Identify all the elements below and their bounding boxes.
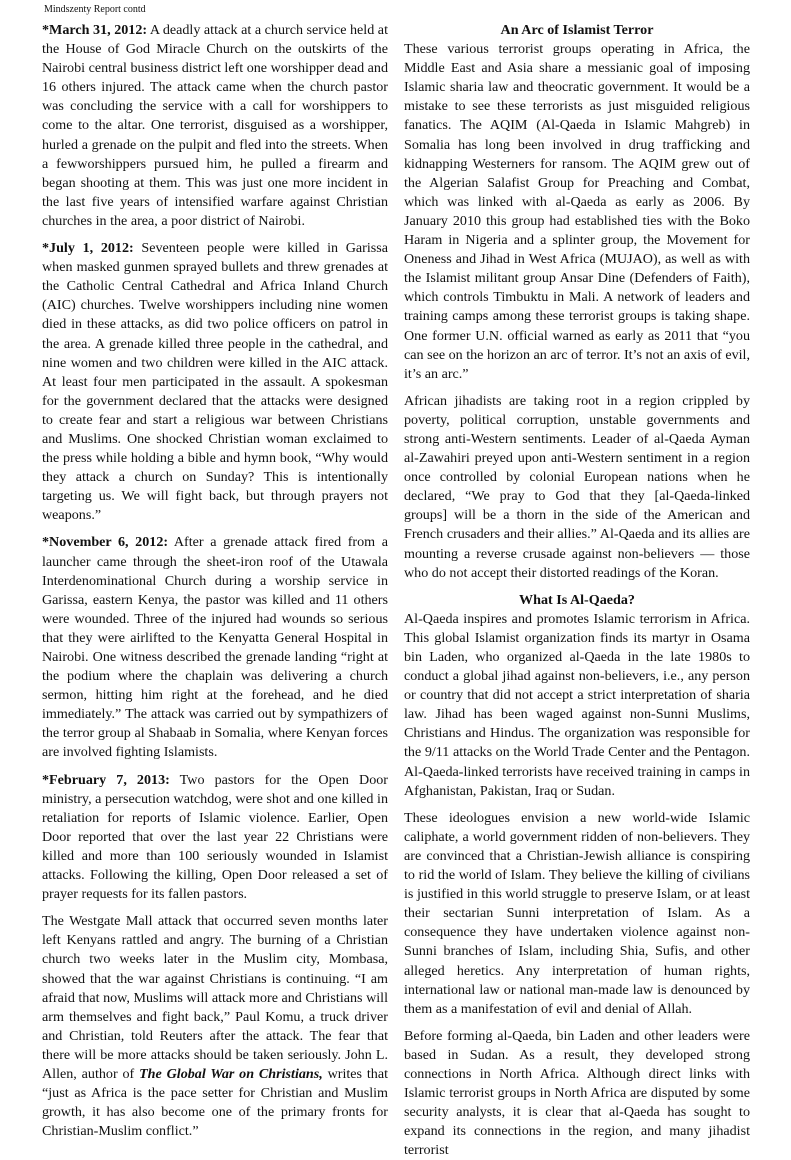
paragraph: These ideologues envision a new world-wide Islamic caliphate, a world government ridden of non-believers. They are convinced that a Christian-Jewish alliance is conspiring to rid the world of Islam. They believe the killing of civilians is justified in this world struggle to preserve Islam, or at least their sectarian Sunni interpretation of Islam. As a consequence they have undertaken violence against non-Sunni branches of Islam, including Shia, Sufis, and other alleged heretics. Any interpretation of human rights, international law or national man-made law is denounced by them as a manifestation of evil and denial of Allah.: [404, 809, 750, 1017]
paragraph-text: writes that “just as Africa is the pace setter for Christian and Muslim growth, it has also become one of the primary fronts for Christian-Muslim conflict.”: [42, 1065, 388, 1140]
entry-july-2012: [42, 239, 388, 525]
westgate-paragraph: [42, 912, 388, 1141]
paragraph: These various terrorist groups operating in Africa, the Middle East and Asia share a messianic goal of imposing Islamic sharia law and theocratic government. It would be a mistake to see these terrorists as just misguided religious fanatics. The AQIM (Al-Qaeda in Islamic Mahgreb) in Somalia has long been involved in drug trafficking and kidnapping Westerners for ransom. The AQIM grew out of the Algerian Salafist Group for Preaching and Combat, which was linked with al-Qaeda as early as 2006. By January 2010 this group had established ties with the Boko Haram in Nigeria and a splinter group, the Movement for Oneness and Jihad in West Africa (MUJAO), as well as with the Islamist militant group Ansar Dine (Defenders of Faith), which controls Timbuktu in Mali. A network of leaders and training camps among these terrorist groups is taking shape. One former U.N. official warned as early as 2011 that “you can see on the horizon an arc of terror. It’s not an axis of evil, it’s an arc.”: [404, 41, 750, 382]
paragraph: African jihadists are taking root in a region crippled by poverty, political corruption, unstable governments and strong anti-Western sentiments. Leader of al-Qaeda Ayman al-Zawahiri preyed upon anti-Western sentiment in a region once controlled by colonial European nations when he declared, “We pray to God that they [al-Qaeda-linked groups] will be a thorn in the side of the American and French crusaders and their allies.” Al-Qaeda and its allies are mounting a reverse crusade against non-believers — those who do not accept their distorted readings of the Koran.: [404, 392, 750, 581]
running-head: Mindszenty Report contd: [44, 4, 146, 15]
entry-february-2013: [42, 771, 388, 905]
entry-date: *February 7, 2013:: [42, 771, 170, 788]
entry-date: *November 6, 2012:: [42, 534, 169, 551]
entry-text: Seventeen people were killed in Garissa when masked gunmen sprayed bullets and threw grenades at the Catholic Central Cathedral and Africa Inland Church (AIC) churches. Twelve worshippers including nine women died in these attacks, as did two police officers on patrol in the area. A grenade killed three people in the cathedral, and nine women and two children were killed in the AIC attack. At least four men participated in the assault. A spokesman for the government declared that the attacks were designed to create fear and start a religious war between Christians and Muslims. One shocked Christian woman exclaimed to the press while holding a bible and hymn book, “Why would they attack a church on Sunday? This is intentionally targeting us. We will fight back, but through prayers not weapons.”: [42, 240, 388, 524]
right-column: [404, 21, 750, 1160]
entry-november-2012: [42, 533, 388, 762]
entry-text: A deadly attack at a church service held at the House of God Miracle Church on the outskirts of the Nairobi central business district left one worshipper dead and 16 others injured. The attack came when the church pastor was concluding the service with a call for worshippers to come to the altar. One terrorist, disguised as a worshipper, hurled a grenade on the pulpit and fled into the streets. When a fewworshippers pursued him, he pulled a firearm and began shooting at them. This was just one more incident in the last five years of intensified warfare against Christian churches in the area, a poor district of Nairobi.: [42, 22, 388, 229]
entry-date: *March 31, 2012:: [42, 22, 148, 38]
book-title: The Global War on Christians,: [139, 1065, 323, 1082]
entry-text: Two pastors for the Open Door ministry, a persecution watchdog, were shot and one killed in retaliation for reports of Islamic violence. Earlier, Open Door reported that over the last year 22 Christians were killed and more than 100 seriously wounded in Islamist attacks. Following the killing, Open Door released a set of prayer requests for its fallen pastors.: [42, 771, 388, 903]
section-heading-al-qaeda: What Is Al-Qaeda?: [519, 591, 635, 608]
entry-date: *July 1, 2012:: [42, 240, 134, 257]
paragraph-text: The Westgate Mall attack that occurred seven months later left Kenyans rattled and angry. The burning of a Christian church two weeks later in the Muslim city, Mombasa, showed that the war against Christians is continuing. “I am afraid that now, Muslims will attack more and Christians will arm themselves and fight back,” Paul Komu, a truck driver and Christian, told Reuters after the attack. The fear that there will be more attacks should be taken seriously. John L. Allen, author of: [42, 913, 388, 1082]
section-heading-arc: An Arc of Islamist Terror: [500, 22, 654, 38]
left-column: [42, 21, 388, 1141]
entry-march-2012: [42, 21, 388, 231]
entry-text: After a grenade attack fired from a launcher came through the sheet-iron roof of the Utawala Interdenominational Church during a worship service in Garissa, eastern Kenya, the pastor was killed and 11 others were wounded. Three of the injured had wounds so serious that they were airlifted to the Kenyatta General Hospital in Nairobi. One witness described the grenade landing “right at the podium where the chaplain was delivering a church sermon, hitting him right at the forehead, and he died immediately.” The attack was carried out by sympathizers of the terror group al Shabaab in Somalia, where Kenyan forces are involved fighting Islamists.: [42, 534, 388, 761]
paragraph: Al-Qaeda inspires and promotes Islamic terrorism in Africa. This global Islamist organization finds its martyr in Osama bin Laden, who organized al-Qaeda in the late 1980s to conduct a global jihad against non-believers, i.e., any person or country that did not accept a strict interpretation of sharia law. Jihad has been waged against non-Sunni Muslims, Christians and Hindus. The organization was responsible for the 9/11 attacks on the World Trade Center and the Pentagon. Al-Qaeda-linked terrorists have received training in camps in Afghanistan, Pakistan, Iraq or Sudan.: [404, 610, 750, 799]
paragraph: Before forming al-Qaeda, bin Laden and other leaders were based in Sudan. As a result, they developed strong connections in North Africa. Although direct links with Islamic terrorist groups in North Africa are disputed by some security analysts, it is clear that al-Qaeda has sought to expand its connections in the region, and many jihadist terrorist: [404, 1027, 750, 1159]
